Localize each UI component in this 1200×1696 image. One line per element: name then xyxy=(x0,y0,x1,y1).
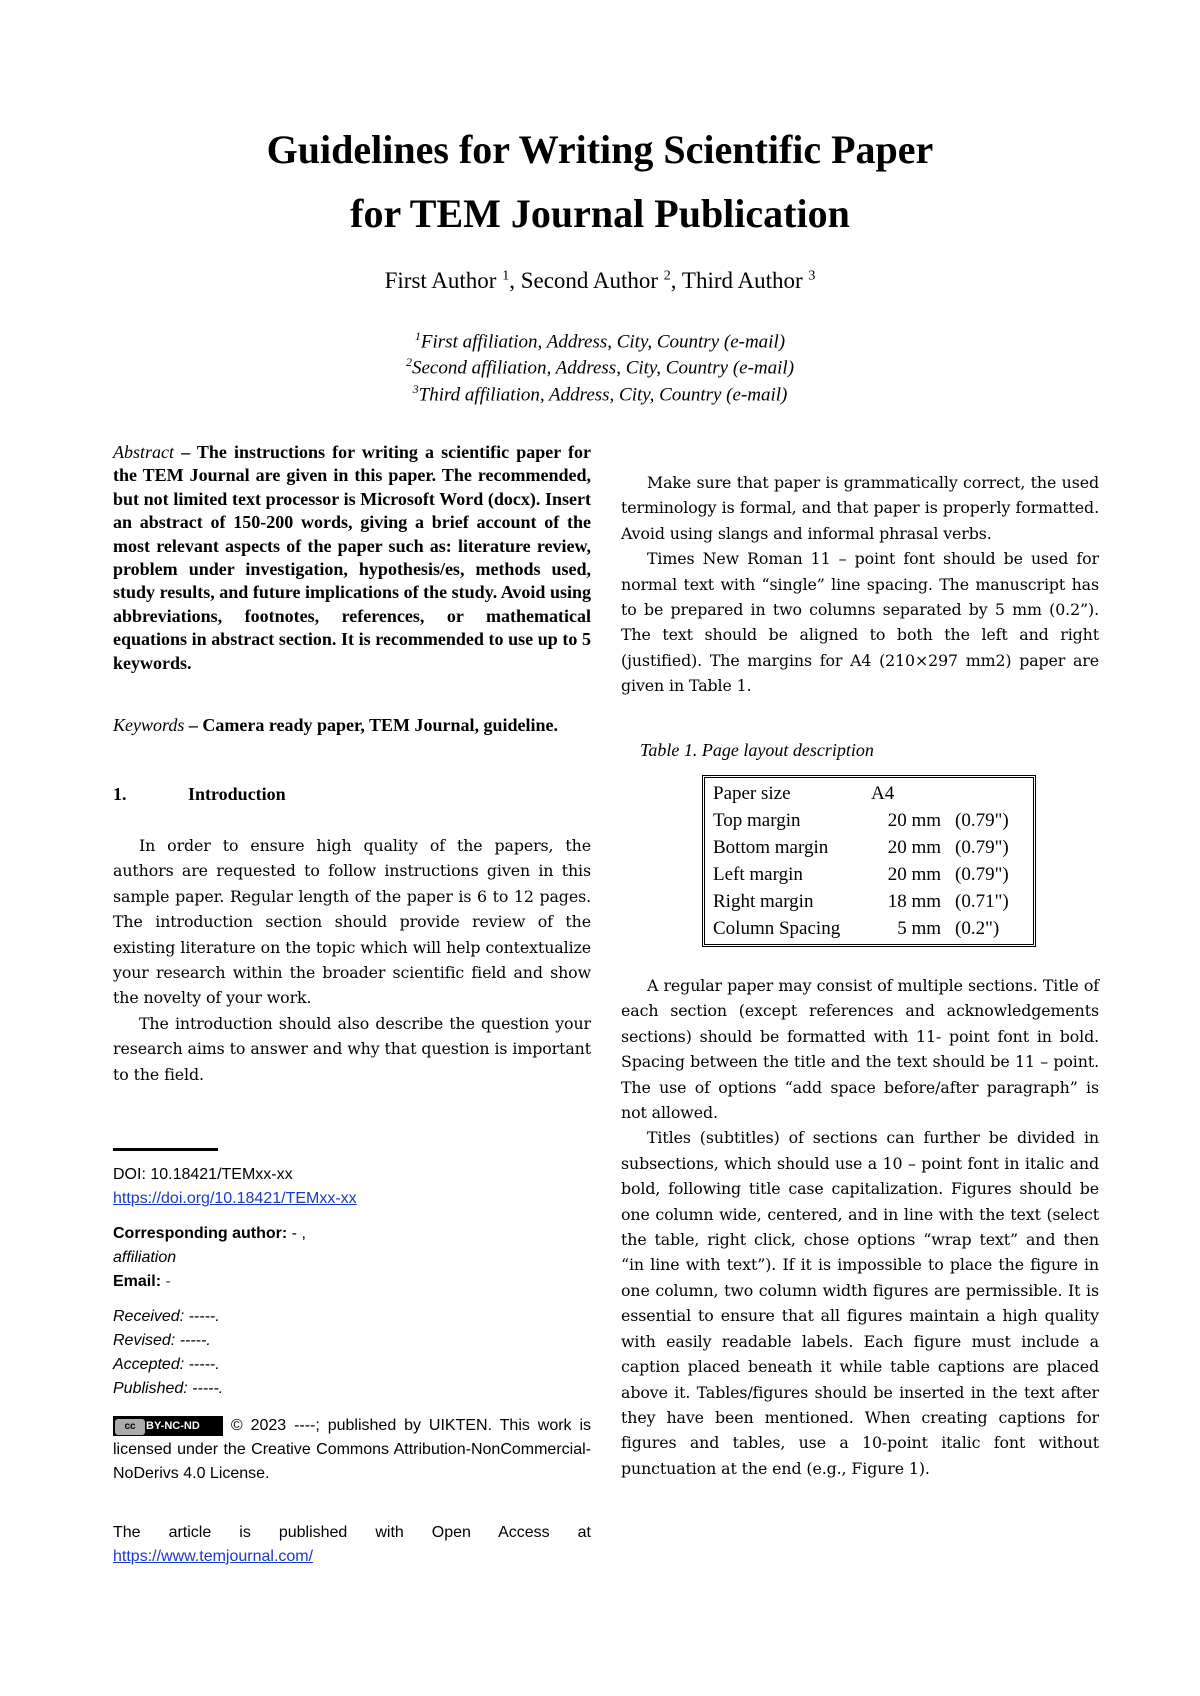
accepted-date: Accepted: -----. xyxy=(113,1356,220,1373)
doi-block xyxy=(113,1163,591,1211)
affiliation-sup: 3 xyxy=(412,381,419,396)
title-line-2: for TEM Journal Publication xyxy=(350,191,850,236)
table-cell: Left margin xyxy=(713,864,803,885)
table-cell: 20 mm xyxy=(887,837,941,858)
affiliation-text: Third affiliation, Address, City, Country (e-mail) xyxy=(418,383,788,405)
table-cell: 18 mm xyxy=(887,891,941,912)
doi-text: DOI: 10.18421/TEMxx-xx xyxy=(113,1166,293,1183)
table-cell: Column Spacing xyxy=(713,918,841,939)
page-layout-table xyxy=(702,775,1036,947)
table-cell: (0.79") xyxy=(955,837,1009,858)
table-cell: A4 xyxy=(871,783,895,804)
author-sep: , xyxy=(509,268,521,293)
author-list xyxy=(100,268,1100,294)
table-cell: 20 mm xyxy=(887,864,941,885)
paragraph: Make sure that paper is grammatically correct, the used terminology is formal, and that paper is properly formatted. Avoid using slangs and informal phrasal verbs. xyxy=(621,473,1099,543)
paper-title xyxy=(100,118,1100,246)
license-block xyxy=(113,1414,591,1486)
received-date: Received: -----. xyxy=(113,1308,220,1325)
table-row xyxy=(709,780,1029,807)
table-cell: 5 mm xyxy=(897,918,941,939)
author-name: First Author xyxy=(384,268,503,293)
corresponding-author-block xyxy=(113,1222,591,1294)
introduction-body xyxy=(113,833,591,1087)
table-cell xyxy=(951,780,1029,807)
affiliation-text: Second affiliation, Address, City, Country (e-mail) xyxy=(411,357,795,379)
section-heading-introduction xyxy=(113,784,286,805)
table-cell: (0.71") xyxy=(955,891,1009,912)
table-row xyxy=(709,888,1029,915)
affiliation-sup: 1 xyxy=(414,329,421,343)
table-cell: 20 mm xyxy=(887,810,941,831)
cc-badge-text: BY-NC-ND xyxy=(146,1419,200,1432)
published-date: Published: -----. xyxy=(113,1380,224,1397)
abstract-dash: – xyxy=(174,442,197,462)
paragraph: Times New Roman 11 – point font should be used for normal text with “single” line spacing. The manuscript has to be prepared in two columns separated by 5 mm (0.2”). The text should be aligned to both the left and right (justified). The margins for A4 (210×297 mm2) paper are given in Table 1. xyxy=(621,549,1099,696)
corr-label: Corresponding author: xyxy=(113,1225,288,1242)
journal-link[interactable]: https://www.temjournal.com/ xyxy=(113,1548,314,1565)
table-row xyxy=(709,807,1029,834)
table-row xyxy=(709,861,1029,888)
table-caption: Table 1. Page layout description xyxy=(640,740,874,760)
affiliation-item xyxy=(100,326,1100,352)
abstract-text: The instructions for writing a scientific paper for the TEM Journal are given in this paper. The recommended, but not limited text processor is Microsoft Word (docx). Insert an abstract of 150-200 words, giving a brief account of the most relevant aspects of the paper such as: literature review, problem under investigation, hypothesis/es, methods used, study results, and future implications of the study. Avoid using abbreviations, footnotes, references, or mathematical equations in abstract section. It is recommended to use up to 5 keywords. xyxy=(113,442,591,673)
affiliation-item xyxy=(100,352,1100,378)
email-value: - xyxy=(161,1273,171,1290)
title-line-1: Guidelines for Writing Scientific Paper xyxy=(266,127,934,172)
author-name: Second Author xyxy=(520,268,664,293)
affiliation-sup: 2 xyxy=(405,355,412,370)
abstract xyxy=(113,441,591,675)
abstract-label: Abstract xyxy=(113,442,174,462)
section-title: Introduction xyxy=(188,784,286,804)
table-cell: Paper size xyxy=(713,783,791,804)
table-row xyxy=(709,834,1029,861)
open-access-text: The article is published with Open Access at xyxy=(113,1524,591,1541)
author-sup: 3 xyxy=(808,268,816,284)
table-cell: Right margin xyxy=(713,891,814,912)
right-column-text-bottom xyxy=(621,973,1099,1481)
keywords xyxy=(113,714,591,737)
cc-license-badge-icon[interactable] xyxy=(113,1416,223,1436)
footnote-rule xyxy=(113,1148,218,1151)
author-sep: , xyxy=(670,268,682,293)
open-access-block xyxy=(113,1521,591,1569)
email-label: Email: xyxy=(113,1273,162,1290)
table-row xyxy=(709,915,1029,942)
doi-link[interactable]: https://doi.org/10.18421/TEMxx-xx xyxy=(113,1190,357,1207)
author-name: Third Author xyxy=(681,268,809,293)
corr-value: - , xyxy=(287,1225,306,1242)
table-cell: (0.79") xyxy=(955,810,1009,831)
license-text: © 2023 ----; published by UIKTEN. This work is licensed under the Creative Commons Attribution-NonCommercial-NoDerivs 4.0 License. xyxy=(113,1417,591,1482)
affiliation-item xyxy=(100,379,1100,405)
table-cell: (0.79") xyxy=(955,864,1009,885)
author-sup: 2 xyxy=(663,268,671,284)
table-cell: (0.2") xyxy=(955,918,1000,939)
affiliation-list xyxy=(100,326,1100,405)
paragraph: A regular paper may consist of multiple sections. Title of each section (except references and acknowledgements sections) should be formatted with 11- point font in bold. Spacing between the title and the text should be 11 – point. The use of options “add space before/after paragraph” is not allowed. xyxy=(621,976,1099,1123)
table-cell: Top margin xyxy=(713,810,801,831)
paragraph: In order to ensure high quality of the papers, the authors are requested to follow instructions given in this sample paper. Regular length of the paper is 6 to 12 pages. The introduction section should provide review of the existing literature on the topic which will help contextualize your research within the broader scientific field and show the novelty of your work. xyxy=(113,836,591,1008)
cc-symbol: cc xyxy=(115,1419,145,1435)
keywords-text: Camera ready paper, TEM Journal, guideline. xyxy=(202,715,559,735)
author-sup: 1 xyxy=(502,268,510,284)
section-number: 1. xyxy=(113,784,127,804)
paragraph: Titles (subtitles) of sections can further be divided in subsections, which should use a 10 – point font in italic and bold, following title case capitalization. Figures should be one column wide, centered, and in line with the text (select the table, right click, chose options “wrap text” and then “in line with text”). If it is impossible to place the figure in one column, two column width figures are permissible. It is essential to ensure that all figures maintain a high quality with easily readable labels. Each figure must include a caption placed beneath it while table captions are placed above it. Tables/figures should be inserted in the text after they have been mentioned. When creating captions for figures and tables, use a 10-point italic font without punctuation at the end (e.g., Figure 1). xyxy=(621,1128,1099,1478)
keywords-label: Keywords xyxy=(113,715,185,735)
right-column-text-top xyxy=(621,470,1099,699)
revised-date: Revised: -----. xyxy=(113,1332,211,1349)
corr-affiliation: affiliation xyxy=(113,1249,177,1266)
dates-block xyxy=(113,1305,591,1401)
keywords-dash: – xyxy=(184,715,203,735)
affiliation-text: First affiliation, Address, City, Country (e-mail) xyxy=(420,331,786,353)
paragraph: The introduction should also describe the question your research aims to answer and why that question is important to the field. xyxy=(113,1013,591,1084)
table-cell: Bottom margin xyxy=(713,837,829,858)
